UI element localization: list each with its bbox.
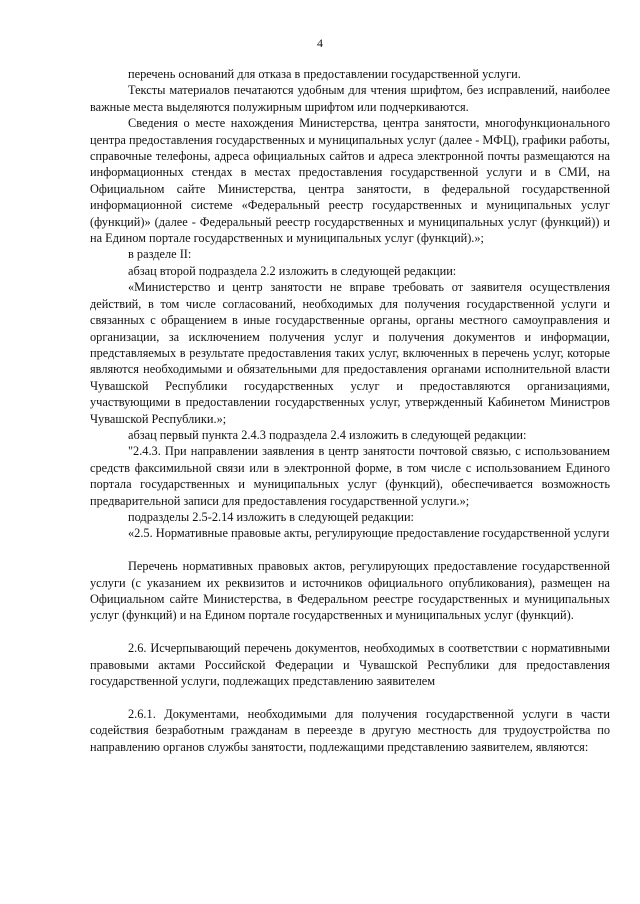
document-body [90, 66, 610, 755]
heading-2-5: «2.5. Нормативные правовые акты, регулирующие предоставление государственной услуги [128, 526, 610, 541]
paragraph-amend-2-5-2-14: подразделы 2.5-2.14 изложить в следующей редакции: [128, 509, 414, 524]
paragraph-location-info: Сведения о месте нахождения Министерства, центра занятости, многофункционального центра предоставления государственных и муниципальных услуг (далее - МФЦ), графики работы, справочные телефоны, адреса официальных сайтов и адреса электронной почты размещаются на информационных стендах в местах предоставления государственной услуги и в СМИ, на Официальном сайте Министерства, центра занятости, в федеральной государственной информационной системе «Федеральный реестр государственных и муниципальных услуг (функций)» (далее - Федеральный реестр государственных и муниципальных услуг (функций)) и на Едином портале государственных и муниципальных услуг (функций).»; [90, 116, 610, 246]
paragraph-section-ii: в разделе II: [128, 247, 192, 262]
paragraph-refusal-grounds: перечень оснований для отказа в предоставлении государственной услуги. [128, 67, 521, 81]
paragraph-amend-2-2: абзац второй подраздела 2.2 изложить в следующей редакции: [128, 263, 457, 278]
paragraph-material-texts: Тексты материалов печатаются удобным для чтения шрифтом, без исправлений, наиболее важные места выделяются полужирным шрифтом или подчеркиваются. [90, 83, 610, 114]
heading-2-6: 2.6. Исчерпывающий перечень документов, необходимых в соответствии с нормативными правовыми актами Российской Федерации и Чувашской Республики для предоставления государственной услуги, подлежащих представлению заявителем [90, 641, 610, 688]
paragraph-2-6-1: 2.6.1. Документами, необходимыми для получения государственной услуги в части содействия безработным гражданам в переезде в другую местность для трудоустройства по направлению органов службы занятости, подлежащими представлению заявителем, являются: [90, 706, 610, 754]
paragraph-2-4-3: "2.4.3. При направлении заявления в центр занятости почтовой связью, с использованием средств факсимильной связи или в электронной форме, в том числе с использованием Единого портала государственных и муниципальных услуг (функций), обеспечивается возможность предварительной записи для предоставления государственной услуги.»; [90, 444, 610, 508]
paragraph-amend-2-4-3: абзац первый пункта 2.4.3 подраздела 2.4 изложить в следующей редакции: [128, 427, 527, 442]
page-number: 4 [317, 36, 323, 50]
paragraph-legal-acts-list: Перечень нормативных правовых актов, регулирующих предоставление государственной услуги (с указанием их реквизитов и источников официального опубликования), размещен на Официальном сайте Министерства, в Федеральном реестре государственных и муниципальных услуг (функций) и на Едином портале государственных и муниципальных услуг (функций). [90, 559, 610, 623]
paragraph-ministry-rights: «Министерство и центр занятости не вправе требовать от заявителя осуществления действий, в том числе согласований, необходимых для получения государственной услуги и связанных с обращением в иные государственные органы, органы местного самоуправления и организации, за исключением получения услуг и получения документов и информации, представляемых в результате предоставления таких услуг, включенных в перечень услуг, которые являются необходимыми и обязательными для предоставления органами исполнительной власти Чувашской Республики государственных услуг и предоставляются организациями, участвующими в предоставлении государственных услуг, утвержденный Кабинетом Министров Чувашской Республики.»; [90, 280, 610, 426]
